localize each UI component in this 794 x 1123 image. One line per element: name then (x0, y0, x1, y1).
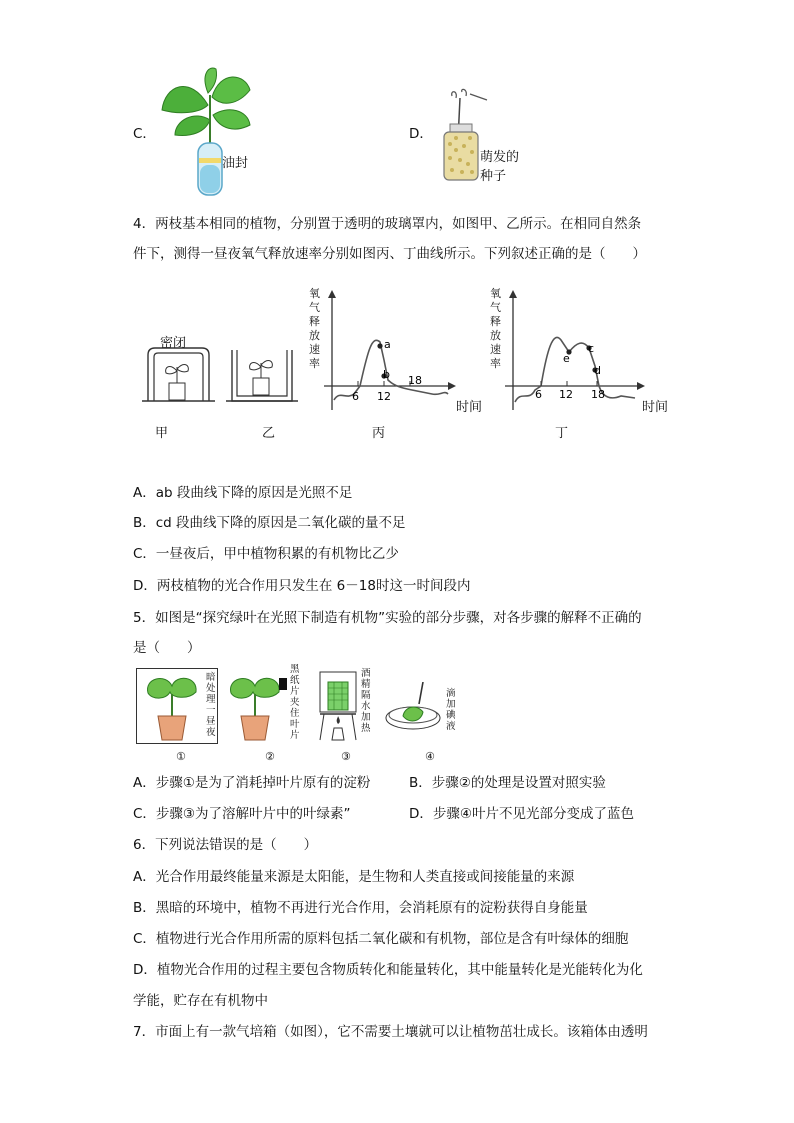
seed-label-line1: 萌发的 (480, 150, 520, 165)
label-e: e (563, 352, 570, 365)
tick-12: 12 (559, 388, 573, 401)
step1-note: 暗 处 理 一 昼 夜 (206, 672, 216, 738)
q4-stem-line1: 4．两枝基本相同的植物，分别置于透明的玻璃罩内，如图甲、乙所示。在相同自然条 (133, 216, 642, 232)
oil-seal-label: 油封 (222, 156, 249, 171)
q6-option-b: B．黑暗的环境中，植物不再进行光合作用，会消耗原有的淀粉获得自身能量 (133, 900, 588, 916)
q4-stem-line2: 件下，测得一昼夜氧气释放速率分别如图丙、丁曲线所示。下列叙述正确的是（ ） (133, 246, 646, 262)
q4-option-c: C．一昼夜后，甲中植物积累的有机物比乙少 (133, 546, 399, 562)
q4-option-a: A．ab 段曲线下降的原因是光照不足 (133, 485, 353, 501)
q6-option-d-line1: D．植物光合作用的过程主要包含物质转化和能量转化，其中能量转化是光能转化为化 (133, 962, 643, 978)
fig-bing-label: 丙 (372, 426, 386, 441)
step-num-2: ② (265, 750, 275, 763)
tick-18: 18 (408, 374, 422, 387)
step2-black-paper-figure (227, 668, 289, 744)
bing-y-axis-label: 氧 气 释 放 速 率 (309, 287, 320, 370)
q5-option-a: A．步骤①是为了消耗掉叶片原有的淀粉 (133, 775, 371, 791)
ding-y-axis-label: 氧 气 释 放 速 率 (490, 287, 501, 370)
glass-cover-figures (140, 345, 300, 407)
q6-option-a: A．光合作用最终能量来源是太阳能，是生物和人类直接或间接能量的来源 (133, 869, 575, 885)
step-num-1: ① (176, 750, 186, 763)
step-num-3: ③ (341, 750, 351, 763)
step4-iodine-figure (383, 682, 445, 742)
tick-12: 12 (377, 390, 391, 403)
ding-x-axis-label: 时间 (642, 400, 669, 415)
plant-in-test-tube-figure (150, 65, 260, 200)
step4-note: 滴 加 碘 液 (446, 688, 456, 732)
q5-option-c: C．步骤③为了溶解叶片中的叶绿素” (133, 806, 351, 822)
q3-option-d-label: D． (409, 126, 433, 142)
tick-6: 6 (535, 388, 542, 401)
tick-18: 18 (591, 388, 605, 401)
q4-option-b: B．cd 段曲线下降的原因是二氧化碳的量不足 (133, 515, 406, 531)
step3-alcohol-bath-figure (316, 668, 360, 744)
q5-stem-line2: 是（ ） (133, 640, 201, 656)
point-a (377, 343, 382, 348)
fig-ding-label: 丁 (555, 426, 569, 441)
bing-x-axis-label: 时间 (456, 400, 483, 415)
q6-stem: 6．下列说法错误的是（ ） (133, 837, 318, 853)
step2-note: 黑 纸 片 夹 住 叶 片 (290, 664, 300, 741)
bing-curve-chart (322, 290, 462, 415)
label-d: d (594, 364, 601, 377)
seed-label-line2: 种子 (480, 169, 507, 184)
ding-curve-chart (503, 290, 648, 415)
sealed-label: 密闭 (160, 336, 187, 351)
fig-yi-label: 乙 (262, 426, 276, 441)
step3-note: 酒 精 隔 水 加 热 (361, 668, 371, 734)
tick-6: 6 (352, 390, 359, 403)
fig-jia-label: 甲 (155, 426, 169, 441)
q7-stem-line1: 7．市面上有一款气培箱（如图），它不需要土壤就可以让植物茁壮成长。该箱体由透明 (133, 1024, 648, 1040)
label-c: c (588, 342, 595, 355)
q6-option-d-line2: 学能，贮存在有机物中 (133, 993, 268, 1009)
q4-option-d: D．两枝植物的光合作用只发生在 6－18时这一时间段内 (133, 578, 471, 594)
q6-option-c: C．植物进行光合作用所需的原料包括二氧化碳和有机物，部位是含有叶绿体的细胞 (133, 931, 629, 947)
step-num-4: ④ (425, 750, 435, 763)
ding-curve (515, 337, 635, 402)
q5-option-d: D．步骤④叶片不见光部分变成了蓝色 (409, 806, 634, 822)
q5-stem-line1: 5．如图是“探究绿叶在光照下制造有机物”实验的部分步骤，对各步骤的解释不正确的 (133, 610, 642, 626)
q3-option-c-label: C． (133, 126, 156, 142)
q5-option-b: B．步骤②的处理是设置对照实验 (409, 775, 606, 791)
label-a: a (384, 338, 391, 351)
label-b: b (383, 368, 390, 381)
